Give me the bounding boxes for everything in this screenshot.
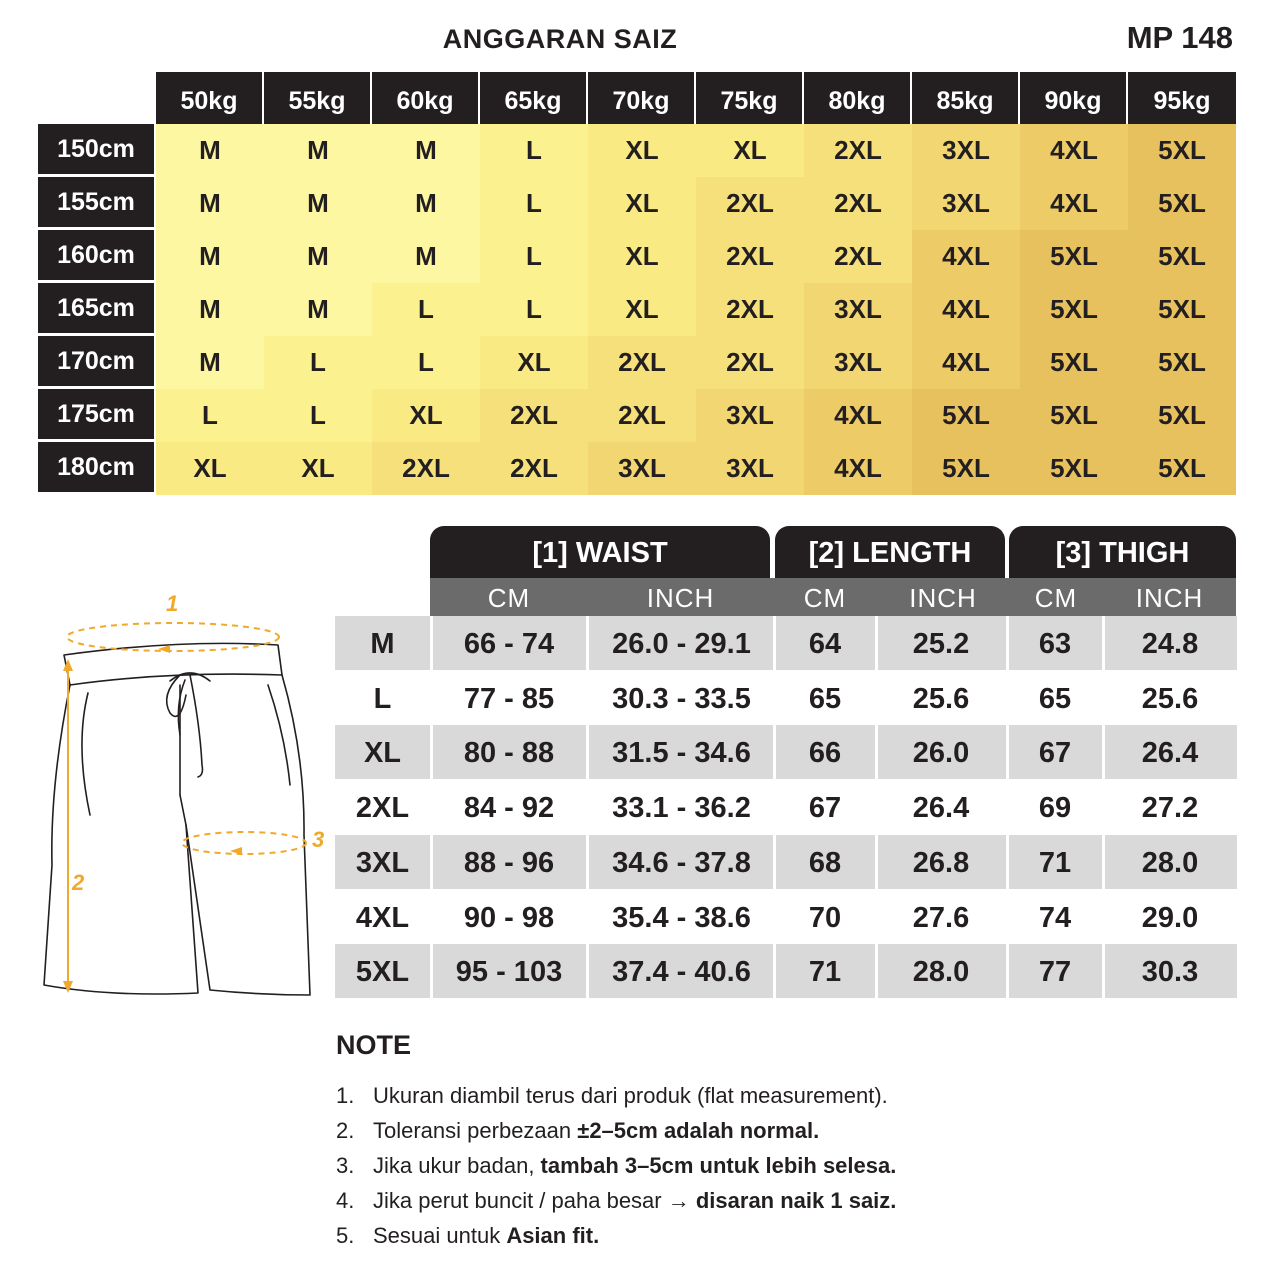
cell-waist-in: 37.4 - 40.6 [612,956,751,989]
size-cell: L [526,135,542,165]
cell-waist-cm: 90 - 98 [463,901,555,934]
size-cell: 4XL [1050,135,1098,165]
cell-length-in: 26.4 [912,792,970,825]
cell-waist-cm: 77 - 85 [463,682,555,715]
note-item [336,1113,896,1148]
note-number: 3. [336,1153,355,1178]
height-header: 175cm [38,389,154,439]
note-item [336,1078,896,1113]
marker-3: 3 [312,827,325,852]
group-header-thigh: [3] THIGH [1009,526,1236,580]
weight-header: 70kg [588,72,694,124]
size-cell: 3XL [942,188,990,218]
cell-thigh-cm: 69 [1038,792,1072,825]
column-divider [430,616,433,1001]
size-cell: 5XL [1050,241,1098,271]
size-cell: L [310,347,326,377]
height-header: 170cm [38,336,154,386]
group-header-length: [2] LENGTH [775,526,1005,580]
size-cell: M [199,241,221,271]
size-estimation-grid [0,0,1275,500]
row-size-label: 2XL [355,792,410,825]
size-cell: 4XL [834,400,882,430]
row-size-label: 5XL [355,956,410,989]
cell-thigh-cm: 67 [1038,737,1072,770]
size-cell: 3XL [834,347,882,377]
size-cell: 3XL [726,400,774,430]
cell-thigh-in: 24.8 [1141,628,1199,660]
size-cell: M [415,135,437,165]
note-text: Ukuran diambil terus dari produk (flat measurement). [373,1083,888,1108]
row-size-label: L [373,682,392,715]
cell-length-in: 28.0 [912,956,970,989]
size-cell: XL [301,453,335,483]
cell-length-cm: 65 [808,682,842,715]
row-size-label: XL [363,737,402,770]
cell-waist-in: 31.5 - 34.6 [612,737,751,770]
size-cell: L [526,241,542,271]
weight-header: 95kg [1128,72,1236,124]
cell-length-cm: 71 [808,956,842,989]
size-cell: 2XL [726,188,774,218]
size-cell: M [307,241,329,271]
row-size-label: 3XL [355,846,410,879]
size-cell: 2XL [402,453,450,483]
size-cell: L [526,188,542,218]
height-header: 180cm [38,442,154,492]
unit-header-length [773,578,1009,616]
cell-thigh-in: 29.0 [1141,901,1199,934]
size-cell: L [526,294,542,324]
size-cell: 5XL [1050,294,1098,324]
size-cell: 4XL [942,294,990,324]
size-cell: M [199,188,221,218]
size-cell: XL [625,188,659,218]
cell-length-cm: 70 [808,901,842,934]
weight-header: 85kg [912,72,1018,124]
size-cell: 4XL [1050,188,1098,218]
cell-thigh-cm: 77 [1038,956,1072,989]
note-text: Sesuai untuk [373,1223,507,1248]
size-cell: XL [193,453,227,483]
size-cell: 5XL [1158,241,1206,271]
height-header: 160cm [38,230,154,280]
note-emphasis: disaran naik 1 saiz. [695,1188,897,1213]
unit-label: CM [1034,583,1078,613]
size-cell: 3XL [726,453,774,483]
cell-thigh-in: 25.6 [1141,682,1199,715]
size-cell: 5XL [942,453,990,483]
size-cell: 4XL [942,347,990,377]
note-item [336,1183,896,1218]
cell-thigh-in: 28.0 [1141,846,1199,879]
note-number: 1. [336,1083,355,1108]
column-divider [1006,616,1009,1001]
shorts-outline-icon [30,585,335,1005]
height-header: 165cm [38,283,154,333]
cell-length-in: 27.6 [912,901,970,934]
note-number: 4. [336,1188,355,1213]
cell-waist-in: 35.4 - 38.6 [612,901,751,934]
size-cell: M [307,135,329,165]
cell-thigh-cm: 71 [1038,846,1072,879]
size-cell: 2XL [726,241,774,271]
size-cell: M [199,294,221,324]
size-cell: M [415,188,437,218]
cell-length-in: 25.6 [912,682,970,715]
column-divider [773,616,776,1001]
note-text: Jika ukur badan, [373,1153,541,1178]
size-cell: L [202,400,218,430]
size-cell: L [418,294,434,324]
unit-header-waist [430,578,773,616]
size-cell: M [307,188,329,218]
weight-header: 60kg [372,72,478,124]
size-cell: XL [625,135,659,165]
size-cell: XL [409,400,443,430]
size-cell: 5XL [1158,294,1206,324]
cell-waist-in: 26.0 - 29.1 [612,628,751,660]
size-cell: M [307,294,329,324]
note-emphasis: Asian fit. [506,1223,600,1248]
product-code: MP 148 [1126,20,1233,55]
size-cell: 2XL [618,400,666,430]
size-cell: M [199,135,221,165]
note-item [336,1148,896,1183]
size-cell: XL [517,347,551,377]
size-cell: 5XL [1158,400,1206,430]
column-divider [586,616,589,1001]
size-cell: XL [625,294,659,324]
size-cell: 2XL [834,241,882,271]
size-cell: L [310,400,326,430]
cell-thigh-in: 27.2 [1141,792,1199,825]
unit-label: INCH [909,583,977,613]
cell-waist-in: 30.3 - 33.5 [612,682,751,715]
weight-header: 50kg [156,72,262,124]
note-text: Jika perut buncit / paha besar → [373,1188,696,1213]
note-text: Toleransi perbezaan [373,1118,578,1143]
cell-waist-cm: 66 - 74 [463,628,555,660]
size-cell: 3XL [618,453,666,483]
cell-waist-cm: 84 - 92 [463,792,555,825]
size-cell: 3XL [942,135,990,165]
size-cell: L [418,347,434,377]
cell-length-in: 25.2 [912,628,970,660]
weight-header: 65kg [480,72,586,124]
size-cell: 4XL [942,241,990,271]
size-cell: 5XL [1158,453,1206,483]
size-cell: 2XL [510,400,558,430]
cell-waist-cm: 80 - 88 [463,737,555,770]
size-cell: 5XL [1158,135,1206,165]
cell-length-in: 26.0 [912,737,970,770]
cell-thigh-in: 30.3 [1141,956,1199,989]
note-item [336,1218,896,1253]
row-size-label: 4XL [355,901,410,934]
unit-header-thigh [1009,578,1236,616]
size-cell: 2XL [726,294,774,324]
weight-header: 75kg [696,72,802,124]
size-cell: M [415,241,437,271]
notes-title: NOTE [336,1030,412,1060]
height-header: 150cm [38,124,154,174]
size-cell: 2XL [510,453,558,483]
size-cell: 2XL [834,188,882,218]
note-emphasis: tambah 3–5cm untuk lebih selesa. [540,1153,897,1178]
cell-thigh-cm: 65 [1038,682,1072,715]
size-cell: 5XL [1158,188,1206,218]
group-header-waist: [1] WAIST [430,526,770,580]
cell-length-cm: 66 [808,737,842,770]
cell-thigh-cm: 63 [1038,628,1072,660]
cell-length-cm: 67 [808,792,842,825]
marker-1: 1 [166,591,179,616]
size-cell: 5XL [1050,347,1098,377]
note-number: 2. [336,1118,355,1143]
marker-2: 2 [72,870,85,895]
size-cell: 5XL [1050,453,1098,483]
page-title: ANGGARAN SAIZ [442,24,678,54]
size-cell: M [199,347,221,377]
size-cell: 4XL [834,453,882,483]
size-cell: 5XL [1050,400,1098,430]
unit-label: CM [803,583,847,613]
height-header: 155cm [38,177,154,227]
cell-waist-in: 34.6 - 37.8 [612,846,751,879]
cell-thigh-cm: 74 [1038,901,1072,934]
note-emphasis: ±2–5cm adalah normal. [577,1118,820,1143]
column-divider [875,616,878,1001]
cell-length-cm: 68 [808,846,842,879]
notes-list [336,1078,896,1253]
size-cell: XL [733,135,767,165]
row-size-label: M [370,628,395,660]
cell-waist-cm: 88 - 96 [463,846,555,879]
size-cell: 3XL [834,294,882,324]
unit-label: INCH [1135,583,1204,613]
cell-waist-in: 33.1 - 36.2 [612,792,751,825]
weight-header: 55kg [264,72,370,124]
cell-thigh-in: 26.4 [1141,737,1199,770]
size-cell: 2XL [726,347,774,377]
size-cell: 2XL [834,135,882,165]
unit-label: CM [487,583,531,613]
weight-header: 80kg [804,72,910,124]
column-divider [1102,616,1105,1001]
note-number: 5. [336,1223,355,1248]
unit-label: INCH [646,583,715,613]
cell-length-cm: 64 [808,628,842,660]
weight-header: 90kg [1020,72,1126,124]
size-cell: 5XL [1158,347,1206,377]
size-cell: XL [625,241,659,271]
size-cell: 5XL [942,400,990,430]
cell-length-in: 26.8 [912,846,970,879]
cell-waist-cm: 95 - 103 [455,956,563,989]
size-cell: 2XL [618,347,666,377]
